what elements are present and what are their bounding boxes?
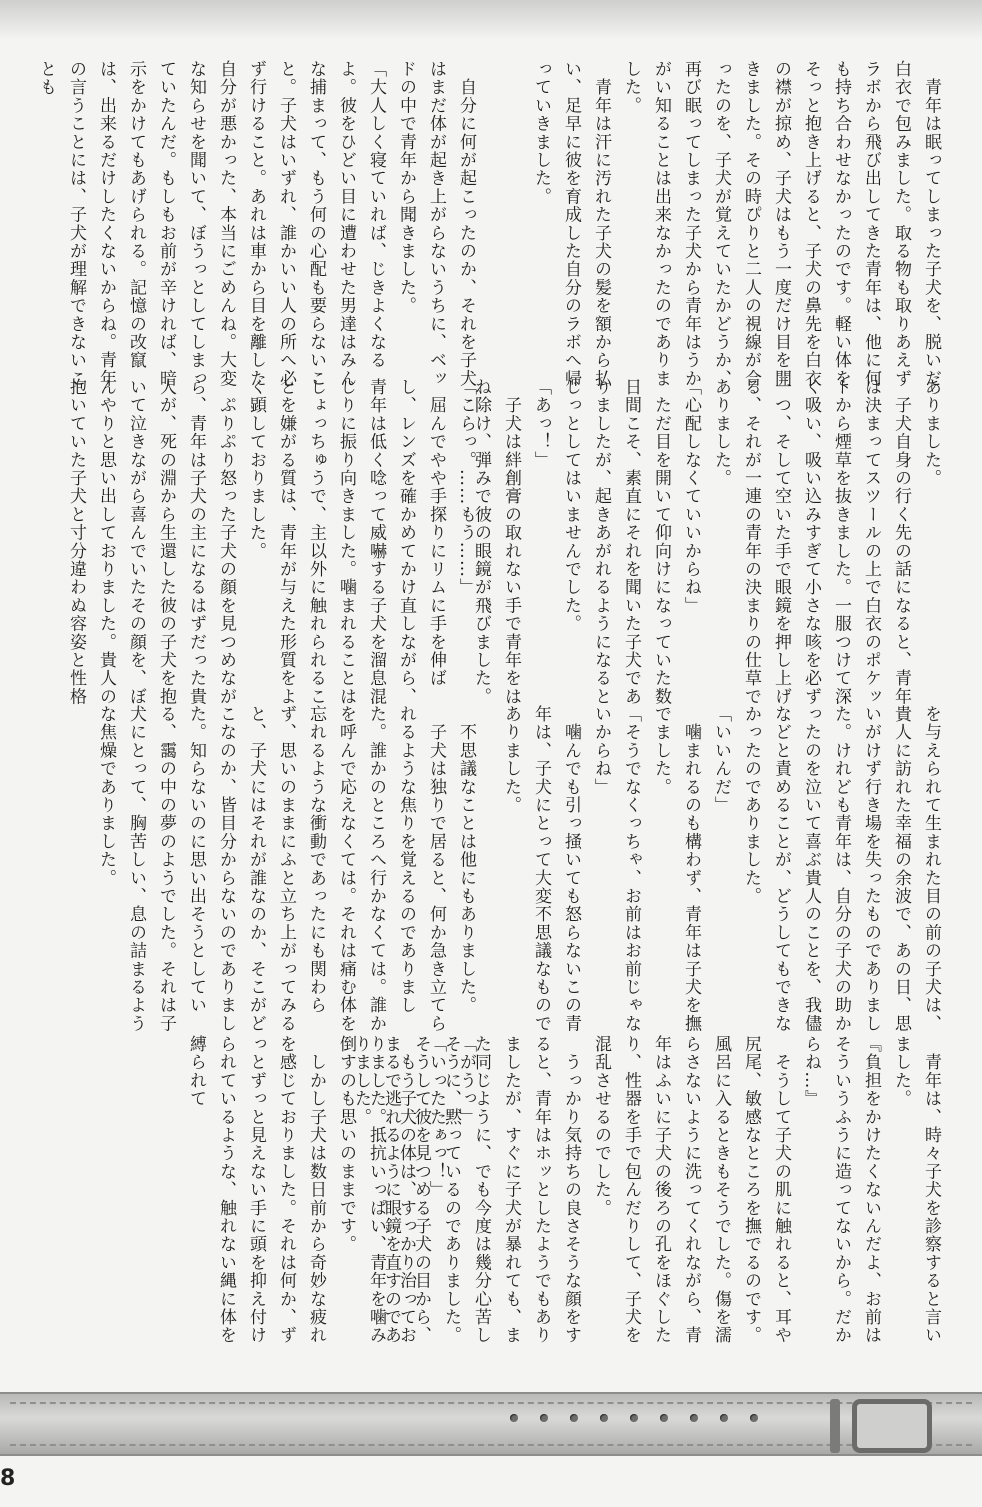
text-band-4: [36, 1035, 946, 1355]
strap-hole: [510, 1414, 518, 1422]
paragraph-8: 「がうっ」 「いったたぁっ！」 もう子犬の体は、すっかり治っておりました。抵抗いっぱい、青年を噛み倒すのも思いのままです。 しかし子犬は数日前から奇妙な疲れを感じておりました。それは何か、ずっとずっと見えない手に頭を抑え付けられているような、触れない縄に体を縛られて: [186, 1035, 476, 1345]
buckle-icon: [852, 1399, 932, 1453]
page-top-edge: [0, 0, 982, 40]
paragraph-5: を与えられて生まれた目の前の子犬は、貴人に訪れた幸福の余波で、あの日、思いがけず行き場を失ったものでありました。けれども青年は、自分の子犬の助かったのを泣いて喜ぶ貴人のことを、我儘などと責めることが、どうしてもできなかったのでありました。 「いいんだ」 噛まれるのも構わず、青年は子犬を撫でました。 「そうでなくっちゃ、お前はお前じゃないからね」 噛んでも引っ掻いても怒らないこの青年は、子犬にとって大変不思議なものでありました。: [501, 705, 941, 1033]
strap-hole: [750, 1414, 758, 1422]
text-band-3: [36, 705, 946, 1035]
strap-stitch-bottom: [10, 1444, 972, 1446]
text-band-1: [36, 60, 946, 390]
paragraph-1: 青年は眠ってしまった子犬を、脱いだ白衣で包みました。取る物も取りあえずラボから飛び出してきた青年は、他に何も持ち合わせなかったのです。軽い体をそっと抱き上げると、子犬の鼻先を白衣の襟が掠め、子犬はもう一度だけ目を開きました。その時ぴりと二人の視線が合ったのを、子犬が覚えていたかどうか、再び眠ってしまった子犬から青年はうかがい知ることは出来なかったのでありました。 青年は汗に汚れた子犬の髪を額から払い、足早に彼を育成した自分のラボへ帰っていきました。: [531, 60, 941, 388]
page-number: 8: [0, 1466, 16, 1491]
paragraph-4: 「こらっ。……もう……」 屈んでやや手探りにリムに手を伸ばし、レンズを確かめてかけ直しながら、青年は低く唸って威嚇する子犬を溜息混じりに振り向きました。噛まれることはしょっちゅうで、主以外に触れられることを嫌がる質は、青年が与えた形質をよく顕しておりました。 ぷりぷり怒った子犬の顔を見つめながら、青年は子犬の主になるはずだった貴人が、死の淵から生還した彼の子犬を抱いて泣きながら喜んでいたその顔を、ぼんやりと思い出しておりました。貴人の抱いていた子犬と寸分違わぬ容姿と性格: [66, 378, 476, 706]
strap-hole: [630, 1414, 638, 1422]
strap-hole: [570, 1414, 578, 1422]
text-band-2: [36, 378, 946, 708]
strap-hole: [540, 1414, 548, 1422]
strap-holes: [510, 1414, 758, 1422]
paragraph-6: 不思議なことは他にもありました。 子犬は独りで居ると、何か急き立てられるような焦りを覚えるのでありました。誰かのところへ行かなくては。誰かを呼んで応えなくては。それは痛む体を忘れるような衝動であったにも関わらず、思いのままにふと立ち上がってみると、子犬にはそれが誰なのか、そこがどこなのか、皆目分からないのでありました。知らないのに思い出そうとしている、靄の中の夢のようでした。それは子犬にとって、胸苦しい、息の詰まるような焦燥でありました。: [96, 705, 476, 1033]
paragraph-2: 自分に何が起こったのか、それを子犬はまだ体が起き上がらないうちに、ベッドの中で青年から聞きました。 「大人しく寝ていれば、じきよくなるよ。彼をひどい目に遭わせた男達はみんな捕まって、もう何の心配も要らないこと。子犬はいずれ、誰かいい人の所へ必ず行けること。あれは車から目を離した自分が悪かった、本当にごめんね。大変な知らせを聞いて、ぼうっとしてしまっていたんだ。もしもお前が辛ければ、暗示をかけてもあげられる。記憶の改竄は、出来るだけしたくないからね。青年の言うことには、子犬が理解できないことも: [36, 60, 476, 388]
strap-hole: [720, 1414, 728, 1422]
footer-belt-strap: [0, 1392, 982, 1456]
paragraph-7: 青年は、時々子犬を診察すると言いました。 『負担をかけたくないんだよ、お前はそういうふうに造ってないから。だからね…』 そうして子犬の肌に触れると、耳や尻尾、敏感なところを撫でるのです。風呂に入るときもそうでした。傷を濡らさないように洗ってくれながら、青年はふいに子犬の後ろの孔をほぐしたり、性器を手で包んだりして、子犬を混乱させるのでした。 うっかり気持ちの良さそうな顔をすると、青年はホッとしたようでもありましたが、すぐに子犬が暴れても、また同じように、でも今度は幾分心苦しそうに、黙っているのでありました。そうして彼を見つめる子犬の目から、まるで逃れるように眼鏡を直すのでありました。: [351, 1035, 941, 1345]
paragraph-3: ありました。 子犬自身の行く先の話になると、青年は決まってスツールの上で白衣のポケットから煙草を抜きました。一服つけて深く吸い、吸い込みすぎて小さな咳を必ず一つ、そして空いた手で眼鏡を押し上げる、それが一連の青年の決まりの仕草でありました。 「心配しなくていいからね」 ただ目を開いて仰向けになっていた数日間こそ、素直にそれを聞いた子犬でありましたが、起きあがれるようになるとじっとしてはいませんでした。 「あっ！」 子犬は絆創膏の取れない手で青年をはね除け、弾みで彼の眼鏡が飛びました。: [471, 378, 941, 706]
strap-hole: [660, 1414, 668, 1422]
strap-hole: [600, 1414, 608, 1422]
strap-hole: [690, 1414, 698, 1422]
buckle-prong-icon: [830, 1399, 840, 1453]
strap-stitch-top: [10, 1402, 972, 1404]
